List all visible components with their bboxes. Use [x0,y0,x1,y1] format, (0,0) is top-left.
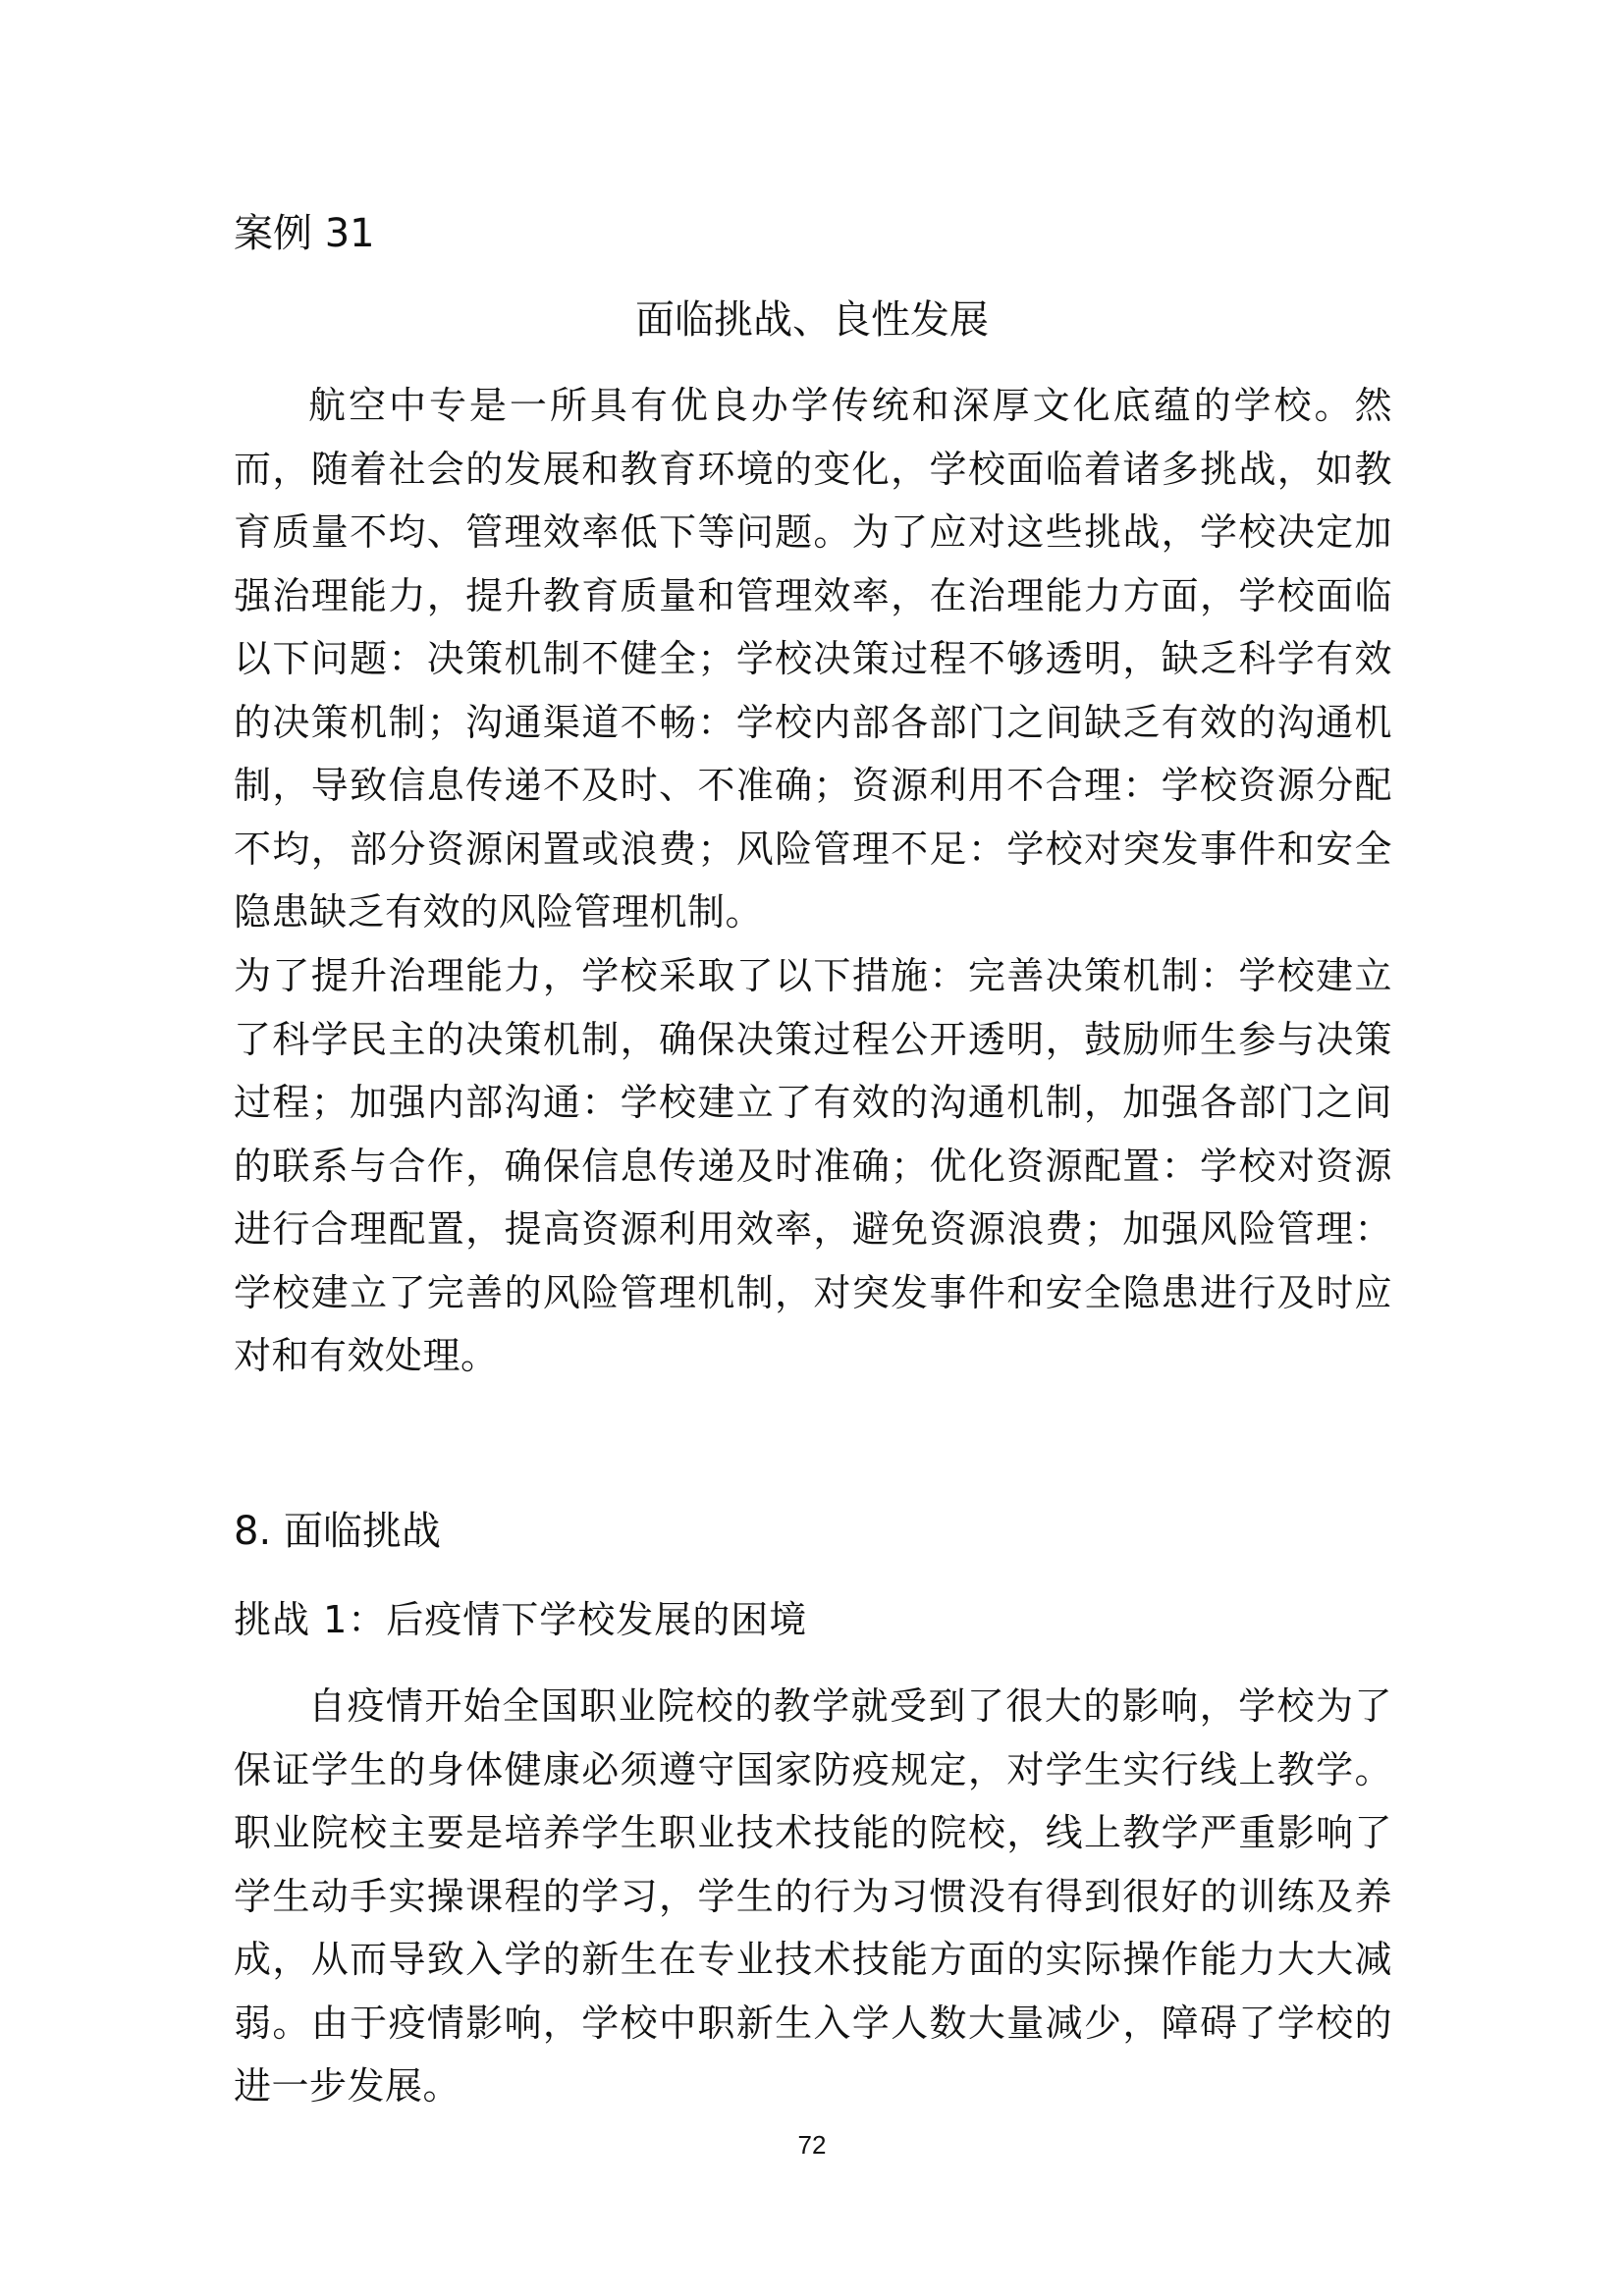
paragraph-measures: 为了提升治理能力，学校采取了以下措施：完善决策机制：学校建立了科学民主的决策机制，确保决策过程公开透明，鼓励师生参与决策过程；加强内部沟通：学校建立了有效的沟通机制，加强各部门之间的联系与合作，确保信息传递及时准确；优化资源配置：学校对资源进行合理配置，提高资源利用效率，避免资源浪费；加强风险管理：学校建立了完善的风险管理机制，对突发事件和安全隐患进行及时应对和有效处理。 [234,954,1392,1377]
page-number: 72 [797,2130,827,2160]
paragraph-background: 航空中专是一所具有优良办学传统和深厚文化底蕴的学校。然而，随着社会的发展和教育环境的变化，学校面临着诸多挑战，如教育质量不均、管理效率低下等问题。为了应对这些挑战，学校决定加强治理能力，提升教育质量和管理效率，在治理能力方面，学校面临以下问题：决策机制不健全；学校决策过程不够透明，缺乏科学有效的决策机制；沟通渠道不畅：学校内部各部门之间缺乏有效的沟通机制，导致信息传递不及时、不准确；资源利用不合理：学校资源分配不均，部分资源闲置或浪费；风险管理不足：学校对突发事件和安全隐患缺乏有效的风险管理机制。 [234,384,1392,934]
case-title: 面临挑战、良性发展 [635,297,989,343]
case-label: 案例 31 [234,211,375,256]
section-heading: 8. 面临挑战 [234,1509,441,1554]
paragraph-challenge: 自疫情开始全国职业院校的教学就受到了很大的影响，学校为了保证学生的身体健康必须遵守国家防疫规定，对学生实行线上教学。职业院校主要是培养学生职业技术技能的院校，线上教学严重影响了学生动手实操课程的学习，学生的行为习惯没有得到很好的训练及养成，从而导致入学的新生在专业技术技能方面的实际操作能力大大减弱。由于疫情影响，学校中职新生入学人数大量减少，障碍了学校的进一步发展。 [234,1684,1392,2108]
sub-heading: 挑战 1：后疫情下学校发展的困境 [234,1598,808,1641]
